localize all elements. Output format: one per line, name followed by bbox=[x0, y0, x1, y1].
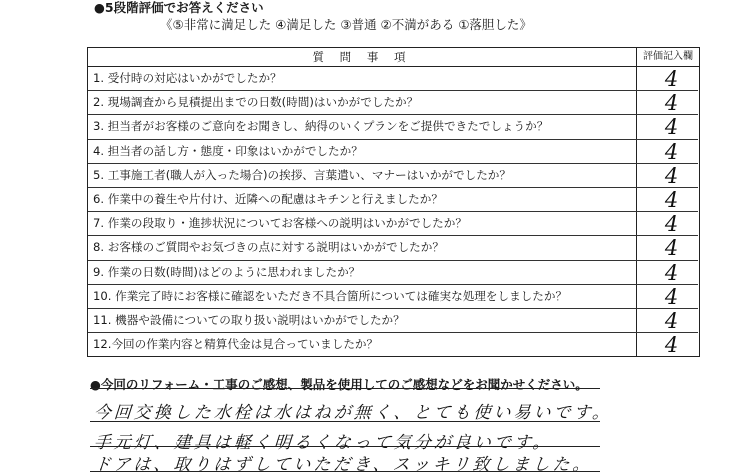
handwritten-rating: 4 bbox=[664, 115, 679, 140]
rating-cell bbox=[636, 164, 698, 187]
table-row bbox=[88, 333, 698, 357]
table-row bbox=[88, 236, 698, 260]
question-text: 6. 作業中の養生や片付け、近隣への配慮はキチンと行えましたか？ bbox=[93, 191, 443, 206]
rating-cell bbox=[636, 261, 698, 284]
ruled-line bbox=[90, 421, 600, 422]
question-text: 11. 機器や設備についての取り扱い説明はいかがでしたか？ bbox=[93, 312, 405, 327]
handwritten-rating: 4 bbox=[664, 187, 679, 212]
question-text: 12.今回の作業内容と精算代金は見合っていましたか？ bbox=[93, 337, 379, 352]
rating-cell bbox=[636, 309, 698, 332]
handwritten-rating: 4 bbox=[664, 163, 679, 188]
question-text: 9. 作業の日数(時間)はどのように思われましたか？ bbox=[93, 264, 361, 279]
table-row bbox=[88, 140, 698, 164]
survey-rows bbox=[88, 67, 698, 357]
survey-title: ●5段階評価でお答えください bbox=[94, 0, 264, 15]
table-row bbox=[88, 261, 698, 285]
rating-cell bbox=[636, 91, 698, 114]
table-row bbox=[88, 285, 698, 309]
rating-cell bbox=[636, 140, 698, 163]
rating-cell bbox=[636, 333, 698, 357]
question-text: 10. 作業完了時にお客様に確認をいただき不具合箇所については確実な処理をしましたか？ bbox=[93, 288, 568, 303]
rating-cell bbox=[636, 236, 698, 259]
rating-column-header: 評価記入欄 bbox=[636, 48, 699, 67]
handwritten-rating: 4 bbox=[664, 236, 679, 261]
rating-cell bbox=[636, 115, 698, 138]
handwritten-rating: 4 bbox=[664, 91, 679, 116]
survey-table bbox=[87, 47, 700, 357]
question-text: 5. 工事施工者(職人が入った場合)の挨拶、言葉遣い、マナーはいかがでしたか？ bbox=[93, 167, 511, 182]
rating-cell bbox=[636, 212, 698, 235]
handwritten-comment-line: 今回交換した水栓は水はねが無く、とても使い易いです。 bbox=[93, 403, 613, 423]
table-row bbox=[88, 309, 698, 333]
table-row bbox=[88, 188, 698, 212]
table-row bbox=[88, 91, 698, 115]
handwritten-rating: 4 bbox=[664, 67, 679, 91]
ruled-line bbox=[90, 388, 600, 389]
table-row bbox=[88, 67, 698, 91]
rating-cell bbox=[636, 188, 698, 211]
rating-cell bbox=[636, 285, 698, 308]
question-text: 7. 作業の段取り・進捗状況についてお客様への説明はいかがでしたか？ bbox=[93, 216, 467, 231]
ruled-line bbox=[90, 446, 600, 447]
question-text: 1. 受付時の対応はいかがでしたか？ bbox=[93, 71, 282, 85]
table-row bbox=[88, 115, 698, 139]
table-row bbox=[88, 164, 698, 188]
question-text: 4. 担当者の話し方・態度・印象はいかがでしたか？ bbox=[93, 143, 363, 158]
rating-cell bbox=[636, 67, 698, 90]
handwritten-rating: 4 bbox=[664, 139, 679, 164]
handwritten-rating: 4 bbox=[664, 308, 679, 333]
rating-scale: 《⑤非常に満足した ④満足した ③普通 ②不満がある ①落胆した》 bbox=[160, 17, 532, 32]
handwritten-comment-line: ドアは、取りはずしていただき、スッキリ致しました。 bbox=[93, 455, 594, 475]
question-text: 3. 担当者がお客様のご意向をお聞きし、納得のいくプランをご提供できたでしょうか？ bbox=[93, 119, 549, 134]
comment-heading: ●今回のリフォーム・工事のご感想、製品を使用してのご感想などをお聞かせください。 bbox=[90, 377, 588, 392]
question-text: 2. 現場調査から見積提出までの日数(時間)はいかがでしたか？ bbox=[93, 95, 419, 110]
handwritten-comment-line: 手元灯、建具は軽く明るくなって気分が良いです。 bbox=[93, 433, 554, 453]
ruled-line bbox=[90, 471, 600, 472]
table-row bbox=[88, 212, 698, 236]
handwritten-rating: 4 bbox=[664, 333, 679, 358]
handwritten-rating: 4 bbox=[664, 260, 679, 285]
handwritten-rating: 4 bbox=[664, 284, 679, 309]
question-text: 8. お客様のご質問やお気づきの点に対する説明はいかがでしたか？ bbox=[93, 240, 444, 255]
handwritten-rating: 4 bbox=[664, 212, 679, 237]
question-column-header: 質 問 事 項 bbox=[88, 48, 636, 67]
